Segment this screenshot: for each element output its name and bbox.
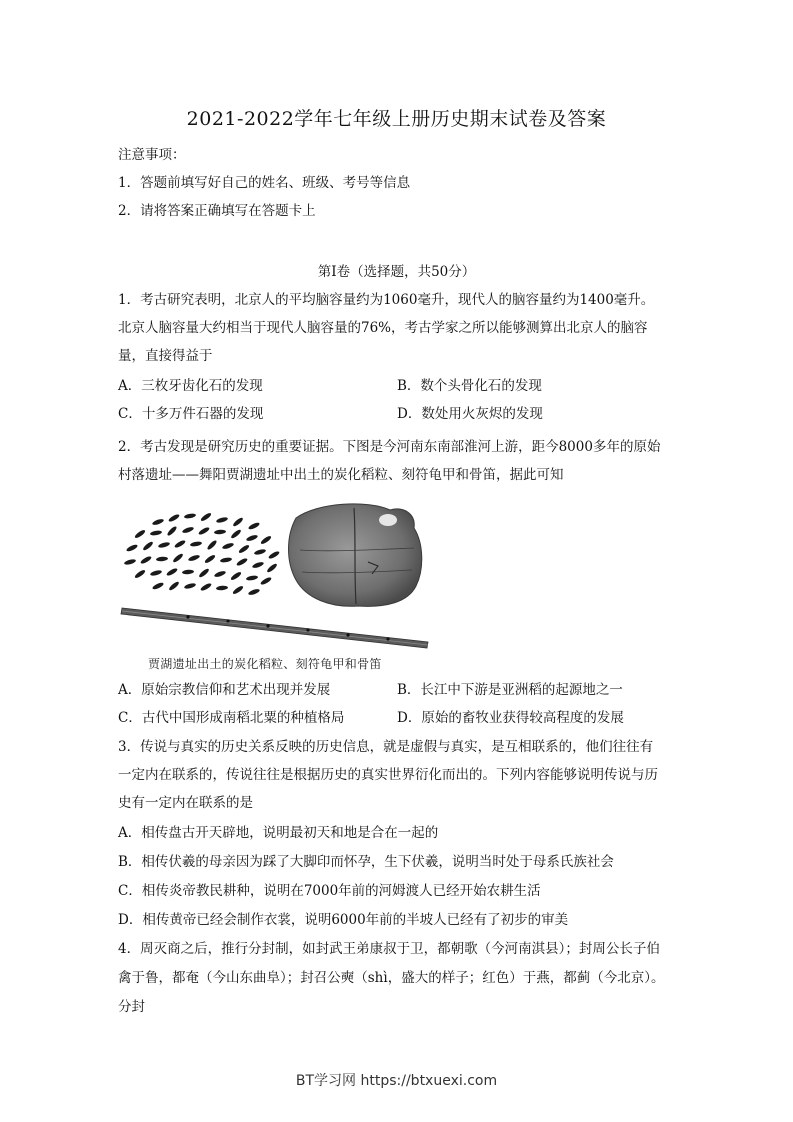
section-title: 第Ⅰ卷（选择题，共50分） <box>317 264 476 280</box>
q3-option-d: D．相传黄帝已经会制作衣裳，说明6000年前的半坡人已经有了初步的审美 <box>118 912 569 928</box>
question-1-line: 北京人脑容量大约相当于现代人脑容量的76%，考古学家之所以能够测算出北京人的脑容 <box>118 320 648 336</box>
notice-heading: 注意事项： <box>118 147 186 163</box>
q3-option-c: C．相传炎帝教民耕种，说明在7000年前的河姆渡人已经开始农耕生活 <box>118 883 541 899</box>
q1-option-b: B．数个头骨化石的发现 <box>397 378 542 394</box>
q2-option-c: C．古代中国形成南稻北粟的种植格局 <box>118 710 345 726</box>
q2-option-a: A．原始宗教信仰和艺术出现并发展 <box>118 682 331 698</box>
footer-watermark: BT学习网 https://btxuexi.com <box>295 1073 498 1089</box>
question-4-line: 分封 <box>118 999 145 1015</box>
q1-option-d: D．数处用火灰烬的发现 <box>397 406 543 422</box>
question-4-line: 4．周灭商之后，推行分封制，如封武王弟康叔于卫，都朝歌（今河南淇县）；封周公长子伯 <box>118 941 660 957</box>
question-1-line: 量，直接得益于 <box>118 348 213 364</box>
question-4-line: 禽于鲁，都奄（今山东曲阜）；封召公奭（shì，盛大的样子；红色）于燕，都蓟（今北京）。 <box>118 970 665 986</box>
rice-grains-image <box>124 512 281 596</box>
q1-option-c: C．十多万件石器的发现 <box>118 406 264 422</box>
q3-option-a: A．相传盘古开天辟地，说明最初天和地是合在一起的 <box>118 825 439 841</box>
question-3-line: 史有一定内在联系的是 <box>118 795 253 811</box>
question-2-line: 2．考古发现是研究历史的重要证据。下图是今河南东南部淮河上游，距今8000多年的原始 <box>118 439 661 455</box>
q3-option-b: B．相传伏羲的母亲因为踩了大脚印而怀孕，生下伏羲，说明当时处于母系氏族社会 <box>118 854 614 870</box>
bone-flute-image <box>121 608 428 648</box>
tortoise-shell-image <box>289 504 422 606</box>
notice-item: 2．请将答案正确填写在答题卡上 <box>118 203 316 219</box>
q2-option-d: D．原始的畜牧业获得较高程度的发展 <box>397 710 624 726</box>
figure-caption: 贾湖遗址出土的炭化稻粒、刻符龟甲和骨笛 <box>148 657 382 671</box>
notice-item: 1．答题前填写好自己的姓名、班级、考号等信息 <box>118 175 411 191</box>
question-3-line: 3．传说与真实的历史关系反映的历史信息，就是虚假与真实，是互相联系的，他们往往有 <box>118 739 654 755</box>
question-2-line: 村落遗址——舞阳贾湖遗址中出土的炭化稻粒、刻符龟甲和骨笛，据此可知 <box>118 467 564 483</box>
page-title: 2021-2022学年七年级上册历史期末试卷及答案 <box>186 108 607 130</box>
question-3-line: 一定内在联系的，传说往往是根据历史的真实世界衍化而出的。下列内容能够说明传说与历 <box>118 767 658 783</box>
q2-option-b: B．长江中下游是亚洲稻的起源地之一 <box>397 682 623 698</box>
artifact-figure <box>118 500 438 675</box>
question-1-line: 1．考古研究表明，北京人的平均脑容量约为1060毫升，现代人的脑容量约为1400毫升。 <box>118 292 655 308</box>
q1-option-a: A．三枚牙齿化石的发现 <box>118 378 263 394</box>
